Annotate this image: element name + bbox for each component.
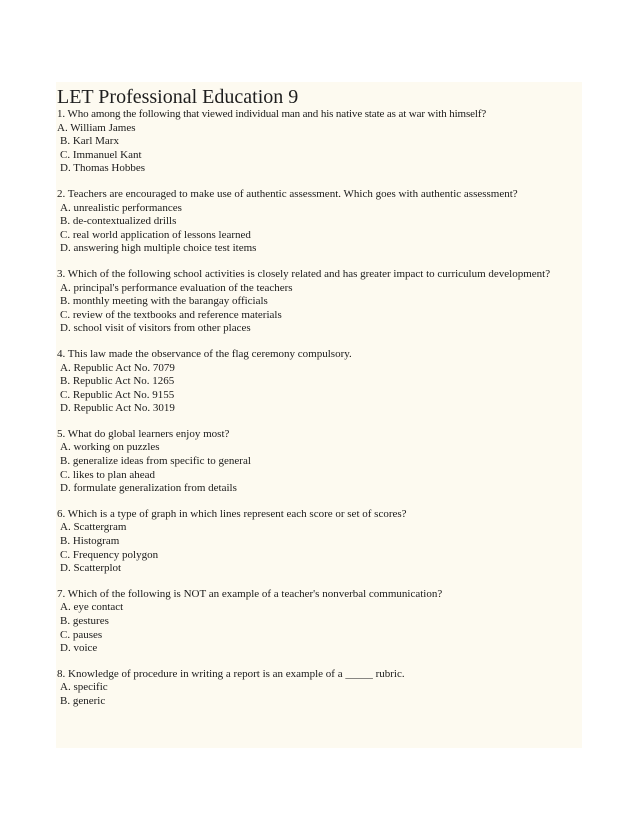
question-block [56, 348, 582, 416]
answer-option: A. unrealistic performances [60, 201, 182, 214]
answer-option: D. formulate generalization from details [60, 482, 237, 495]
question-block [56, 108, 582, 176]
answer-option: C. likes to plan ahead [60, 468, 156, 481]
answer-option: D. school visit of visitors from other places [60, 322, 251, 335]
answer-option: C. pauses [60, 628, 103, 641]
answer-option: D. Republic Act No. 3019 [60, 402, 175, 415]
answer-option: B. gestures [60, 615, 109, 627]
answer-option: A. Republic Act No. 7079 [60, 361, 175, 374]
answer-option: B. Republic Act No. 1265 [60, 375, 175, 388]
question-block [56, 668, 582, 709]
answer-option: B. Karl Marx [60, 135, 119, 148]
document-page [56, 82, 582, 748]
question-block [56, 428, 582, 496]
question-text: 8. Knowledge of procedure in writing a report is an example of a _____ rubric. [57, 667, 405, 680]
answer-option: D. Thomas Hobbes [60, 162, 146, 175]
answer-option: B. de-contextualized drills [60, 215, 177, 228]
answer-option: B. generalize ideas from specific to general [60, 455, 251, 468]
answer-option: A. William James [57, 121, 136, 134]
question-text: 6. Which is a type of graph in which lines represent each score or set of scores? [57, 507, 407, 520]
answer-option: C. Frequency polygon [60, 548, 159, 561]
question-text: 3. Which of the following school activities is closely related and has greater impact to curriculum development? [57, 267, 551, 280]
document-title: LET Professional Education 9 [57, 86, 299, 108]
question-block [56, 508, 582, 576]
question-text: 4. This law made the observance of the flag ceremony compulsory. [57, 347, 352, 360]
question-text: 1. Who among the following that viewed individual man and his native state as at war with himself? [57, 108, 487, 120]
answer-option: C. real world application of lessons learned [60, 228, 251, 241]
answer-option: A. Scattergram [60, 521, 127, 534]
answer-option: A. working on puzzles [60, 441, 160, 454]
answer-option: D. Scatterplot [60, 562, 122, 575]
answer-option: A. specific [60, 681, 108, 694]
question-block [56, 588, 582, 656]
answer-option: C. Republic Act No. 9155 [60, 388, 175, 401]
question-text: 5. What do global learners enjoy most? [57, 427, 230, 440]
question-block [56, 188, 582, 256]
answer-option: B. Histogram [60, 535, 120, 548]
answer-option: B. generic [60, 694, 106, 707]
answer-option: A. principal's performance evaluation of the teachers [60, 281, 293, 294]
answer-option: B. monthly meeting with the barangay officials [60, 295, 268, 308]
answer-option: C. Immanuel Kant [60, 148, 142, 161]
answer-option: A. eye contact [60, 601, 124, 614]
answer-option: D. voice [60, 642, 98, 655]
question-text: 2. Teachers are encouraged to make use of authentic assessment. Which goes with authentic assessment? [57, 187, 518, 200]
question-block [56, 268, 582, 336]
question-text: 7. Which of the following is NOT an example of a teacher's nonverbal communication? [57, 587, 443, 600]
answer-option: D. answering high multiple choice test items [60, 242, 257, 255]
answer-option: C. review of the textbooks and reference materials [60, 308, 282, 321]
